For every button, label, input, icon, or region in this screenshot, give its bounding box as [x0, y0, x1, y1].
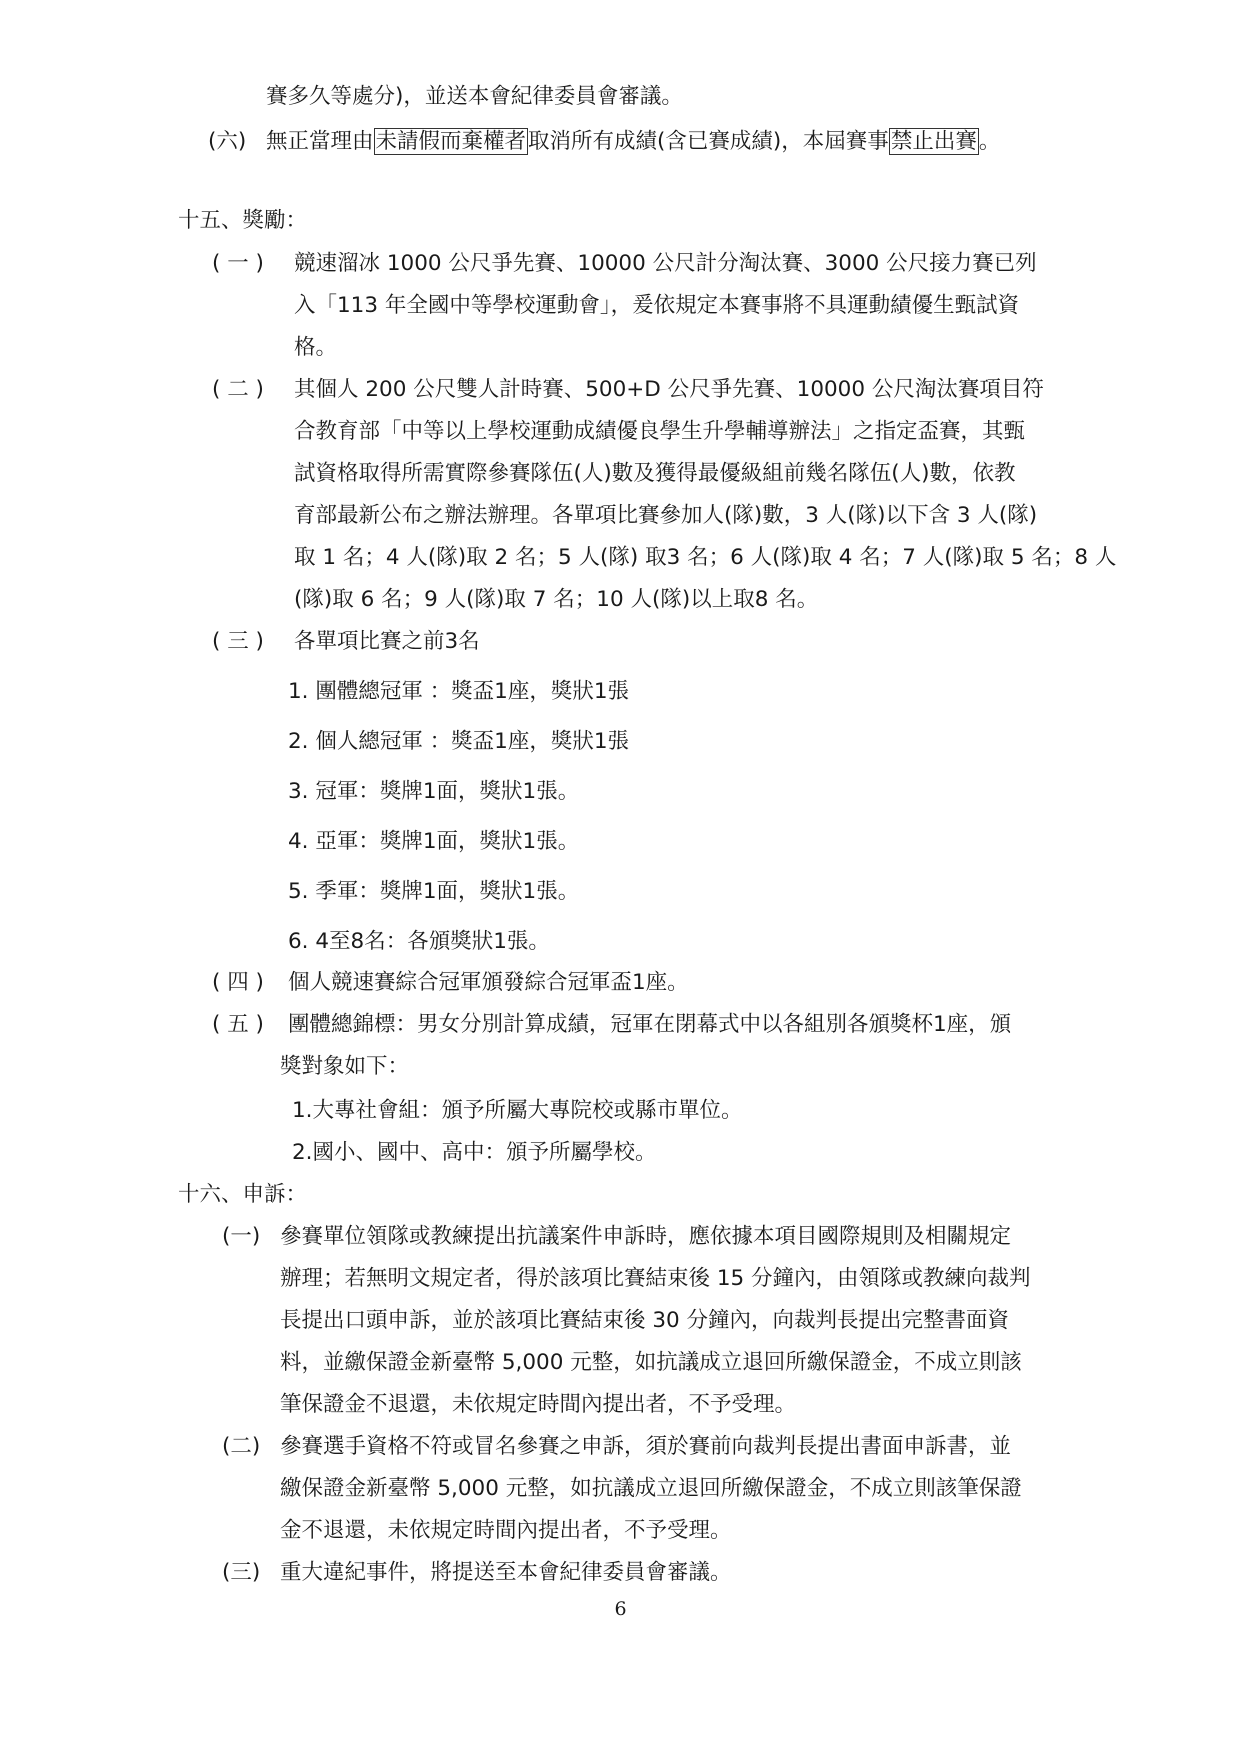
- paragraph-line: 金不退還，未依規定時間內提出者，不予受理。: [280, 1518, 732, 1543]
- paragraph-line: 格。: [294, 335, 338, 360]
- item-six-text: [266, 127, 1000, 157]
- item-label: ( 二 ): [212, 377, 264, 402]
- paragraph-line: 筆保證金不退還，未依規定時間內提出者，不予受理。: [280, 1392, 797, 1417]
- paragraph-line: 取 1 名；4 人(隊)取 2 名；5 人(隊) 取3 名；6 人(隊)取 4 名；7 人(隊)取 5 名；8 人: [294, 545, 1117, 570]
- paragraph-line: 競速溜冰 1000 公尺爭先賽、10000 公尺計分淘汰賽、3000 公尺接力賽已列: [294, 251, 1037, 276]
- section-heading: 十六、申訴：: [178, 1182, 308, 1207]
- paragraph-line: 各單項比賽之前3名: [294, 629, 480, 654]
- paragraph-line: 繳保證金新臺幣 5,000 元整，如抗議成立退回所繳保證金，不成立則該筆保證: [280, 1476, 1022, 1501]
- award-line: 2. 個人總冠軍 ：獎盃1座，獎狀1張: [288, 729, 630, 754]
- item-label: ( 五 ): [212, 1012, 264, 1037]
- award-line: 3. 冠軍：獎牌1面，獎狀1張。: [288, 779, 580, 804]
- paragraph-line: 其個人 200 公尺雙人計時賽、500+D 公尺爭先賽、10000 公尺淘汰賽項目符: [294, 377, 1044, 402]
- paragraph-line: (隊)取 6 名；9 人(隊)取 7 名；10 人(隊)以上取8 名。: [294, 587, 819, 612]
- paragraph-line: 入「113 年全國中等學校運動會」，爰依規定本賽事將不具運動績優生甄試資: [294, 293, 1020, 318]
- continuation-line: 賽多久等處分)，並送本會紀律委員會審議。: [266, 84, 683, 109]
- paragraph-line: 長提出口頭申訴，並於該項比賽結束後 30 分鐘內，向裁判長提出完整書面資: [280, 1308, 1010, 1333]
- paragraph-line: 育部最新公布之辦法辦理。各單項比賽參加人(隊)數，3 人(隊)以下含 3 人(隊): [294, 503, 1038, 528]
- item-label: (六): [208, 129, 247, 154]
- paragraph-line: 個人競速賽綜合冠軍頒發綜合冠軍盃1座。: [288, 970, 689, 995]
- item-label: ( 三 ): [212, 629, 264, 654]
- award-line: 6. 4至8名：各頒獎狀1張。: [288, 929, 550, 954]
- text-run: 無正當理由: [266, 129, 374, 154]
- text-run: 。: [978, 129, 1001, 154]
- item-label: ( 一 ): [212, 251, 264, 276]
- paragraph-line: 合教育部「中等以上學校運動成績優良學生升學輔導辦法」之指定盃賽，其甄: [294, 419, 1026, 444]
- page-number: 6: [614, 1598, 627, 1620]
- paragraph-line: 參賽選手資格不符或冒名參賽之申訴，須於賽前向裁判長提出書面申訴書，並: [280, 1434, 1012, 1459]
- paragraph-line: 試資格取得所需實際參賽隊伍(人)數及獲得最優級組前幾名隊伍(人)數，依教: [294, 461, 1016, 486]
- paragraph-line: 團體總錦標：男女分別計算成績，冠軍在閉幕式中以各組別各頒獎杯1座，頒: [288, 1012, 1012, 1037]
- item-label: (一): [222, 1224, 261, 1249]
- award-line: 5. 季軍：獎牌1面，獎狀1張。: [288, 879, 580, 904]
- section-heading: 十五、獎勵：: [178, 208, 308, 233]
- paragraph-line: 參賽單位領隊或教練提出抗議案件申訴時，應依據本項目國際規則及相關規定: [280, 1224, 1012, 1249]
- paragraph-line: 重大違紀事件，將提送至本會紀律委員會審議。: [280, 1560, 732, 1585]
- paragraph-line: 獎對象如下：: [280, 1054, 410, 1079]
- paragraph-line: 辦理；若無明文規定者，得於該項比賽結束後 15 分鐘內，由領隊或教練向裁判: [280, 1266, 1031, 1291]
- award-line: 4. 亞軍：獎牌1面，獎狀1張。: [288, 829, 580, 854]
- award-line: 1. 團體總冠軍 ：獎盃1座，獎狀1張: [288, 679, 630, 704]
- item-label: (三): [222, 1560, 261, 1585]
- award-recipient-line: 1.大專社會組：頒予所屬大專院校或縣市單位。: [292, 1098, 743, 1123]
- item-label: ( 四 ): [212, 970, 264, 995]
- text-run: 取消所有成績(含已賽成績)，本屆賽事: [528, 129, 889, 154]
- boxed-text: 未請假而棄權者: [375, 129, 527, 154]
- item-label: (二): [222, 1434, 261, 1459]
- award-recipient-line: 2.國小、國中、高中：頒予所屬學校。: [292, 1140, 657, 1165]
- boxed-text: 禁止出賽: [890, 129, 977, 154]
- paragraph-line: 料，並繳保證金新臺幣 5,000 元整，如抗議成立退回所繳保證金，不成立則該: [280, 1350, 1022, 1375]
